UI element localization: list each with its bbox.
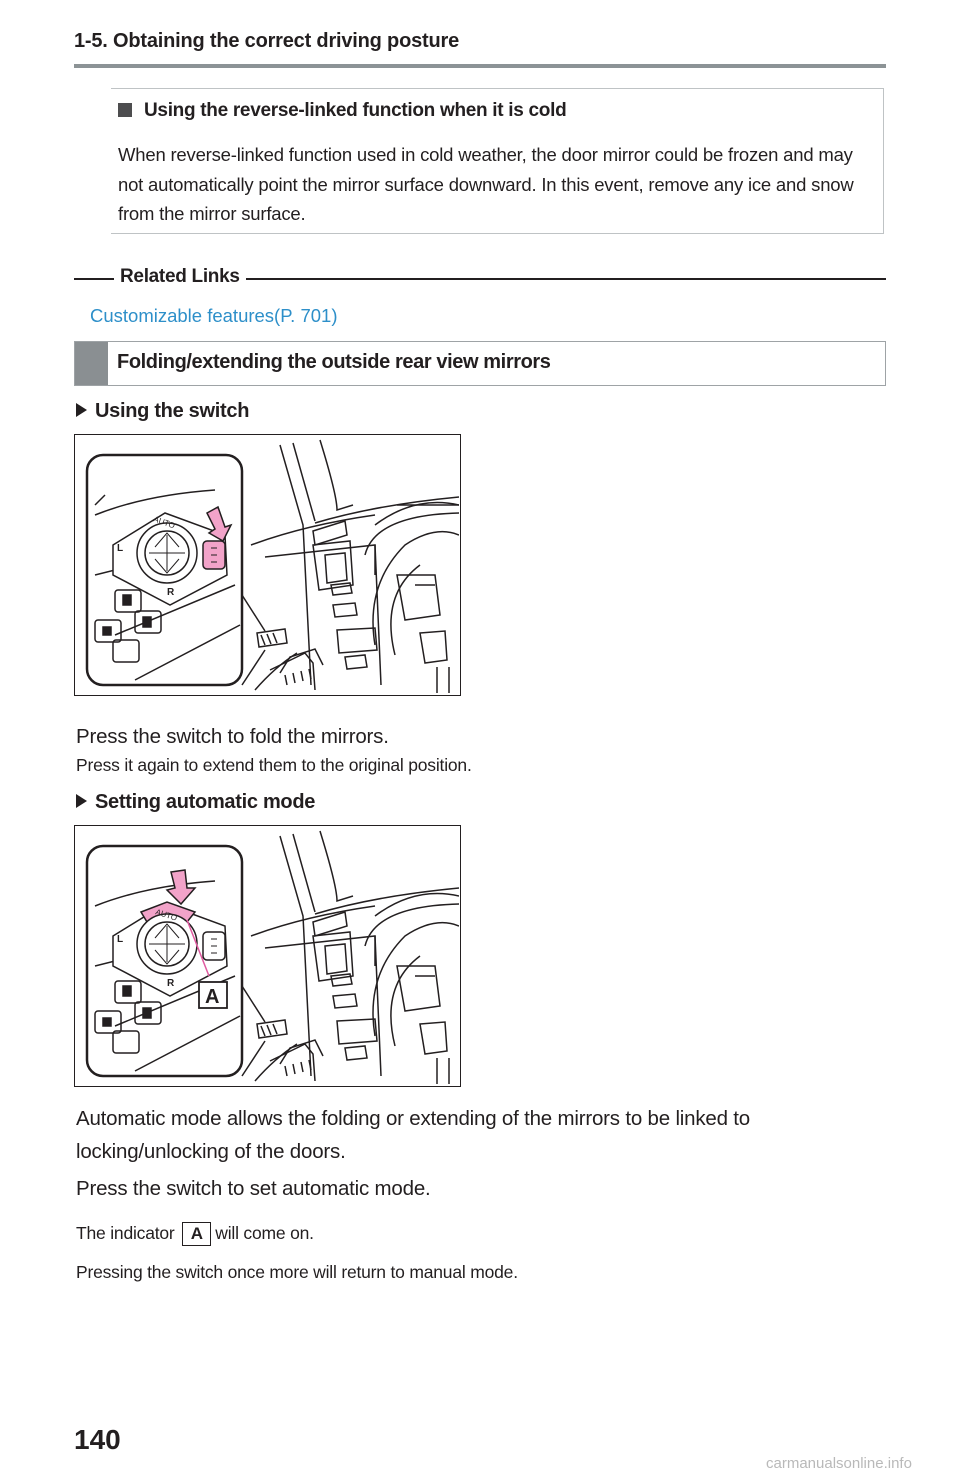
square-bullet-icon [118, 103, 132, 117]
right-label: R [167, 587, 175, 598]
note-body: When reverse-linked function used in cold weather, the door mirror could be frozen and may not automatically point the mirror surface downward. In this event, remove any ice and snow from the mirror surface. [118, 144, 854, 224]
indicator-sentence [76, 1222, 314, 1246]
paragraph: Press it again to extend them to the original position. [76, 755, 472, 775]
auto-label: AUTO [154, 907, 179, 923]
paragraph: Pressing the switch once more will return to manual mode. [76, 1262, 518, 1282]
related-link-customizable-features[interactable]: Customizable features(P. 701) [90, 305, 338, 326]
page-number: 140 [74, 1424, 121, 1455]
paragraph: Automatic mode allows the folding or extending of the mirrors to be linked to locking/unlocking of the doors. [76, 1107, 750, 1163]
figure-using-switch [74, 434, 461, 696]
figure-automatic-mode [74, 825, 461, 1087]
section-title-bar [74, 341, 886, 386]
subheading-using-switch [76, 400, 249, 423]
subheading-automatic-mode [76, 791, 315, 814]
auto-label: AUTO [152, 514, 177, 531]
subheading-text: Using the switch [95, 400, 250, 422]
paragraph: Press the switch to set automatic mode. [76, 1177, 431, 1200]
note-title [118, 100, 566, 122]
related-links-heading [74, 264, 886, 294]
mirror-auto-mode-illustration [75, 826, 459, 1085]
triangle-bullet-icon [76, 403, 87, 417]
watermark: carmanualsonline.info [766, 1455, 912, 1472]
mirror-switch-illustration [75, 435, 459, 694]
subheading-text: Setting automatic mode [95, 791, 316, 813]
note-title-text: Using the reverse-linked function when it is cold [144, 100, 567, 121]
right-label: R [167, 978, 175, 989]
left-label: L [117, 934, 124, 945]
indicator-text-after: will come on. [215, 1223, 314, 1243]
section-tab [75, 342, 108, 385]
divider [74, 278, 114, 280]
indicator-a-badge: A [182, 1222, 211, 1246]
triangle-bullet-icon [76, 794, 87, 808]
left-label: L [117, 543, 124, 554]
divider [246, 278, 886, 280]
paragraph: Press the switch to fold the mirrors. [76, 725, 389, 748]
running-header: 1-5. Obtaining the correct driving posture [74, 30, 459, 52]
header-rule [74, 64, 886, 68]
indicator-text-before: The indicator [76, 1223, 175, 1243]
related-links-label: Related Links [120, 266, 240, 287]
section-title: Folding/extending the outside rear view mirrors [117, 351, 551, 373]
callout-a-label: A [205, 986, 220, 1008]
